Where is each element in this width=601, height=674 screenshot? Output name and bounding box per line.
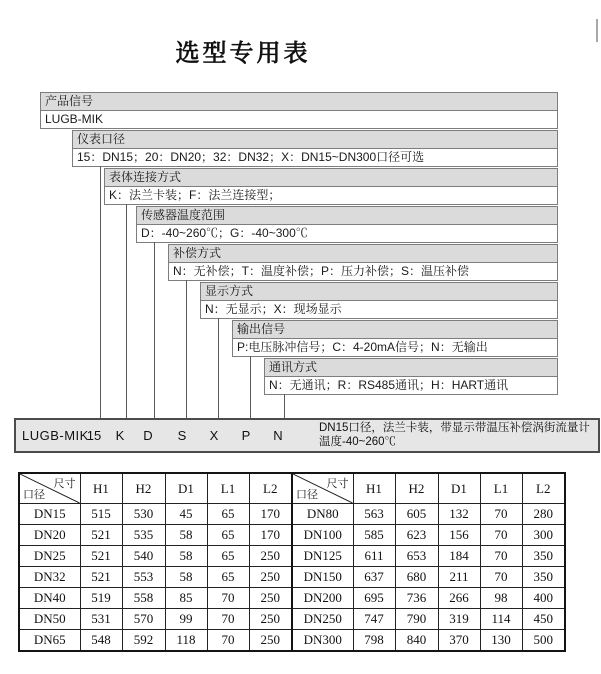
column-header-l2: L2 xyxy=(249,473,292,504)
dimension-value-cell: 58 xyxy=(165,546,207,567)
table-row xyxy=(19,525,565,546)
dimension-value-cell: 605 xyxy=(395,504,438,525)
dimension-value-cell: 250 xyxy=(249,588,292,609)
column-header-h1: H1 xyxy=(80,473,122,504)
dimension-value-cell: 266 xyxy=(438,588,480,609)
table-corner-cell xyxy=(19,473,80,504)
dimension-value-cell: 70 xyxy=(207,588,249,609)
dimension-value-cell: 747 xyxy=(353,609,395,630)
cascade-box-value: K：法兰卡装；F：法兰连接型； xyxy=(109,188,281,202)
cascade-box-value: N：无补偿；T：温度补偿；P：压力补偿；S：温压补偿 xyxy=(173,264,470,278)
corner-label-diameter: 口径 xyxy=(296,489,318,501)
page-edge-mark xyxy=(596,19,598,42)
dimension-value-cell: 250 xyxy=(249,546,292,567)
column-header-h1: H1 xyxy=(353,473,395,504)
connector-line xyxy=(154,242,155,418)
dimension-value-cell: 170 xyxy=(249,525,292,546)
diameter-cell: DN25 xyxy=(19,546,80,567)
dimension-value-cell: 623 xyxy=(395,525,438,546)
diameter-cell: DN50 xyxy=(19,609,80,630)
cascade-box-value: LUGB-MIK xyxy=(45,112,104,126)
dimension-value-cell: 350 xyxy=(522,546,565,567)
description-line-1: DN15口径，法兰卡装，带显示带温压补偿涡街流量计 xyxy=(319,422,590,434)
column-header-h2: H2 xyxy=(395,473,438,504)
corner-label-diameter: 口径 xyxy=(23,489,45,501)
cascade-box-communication-mode xyxy=(264,358,558,395)
table-row xyxy=(19,504,565,525)
diameter-cell: DN125 xyxy=(292,546,353,567)
dimension-value-cell: 840 xyxy=(395,630,438,652)
cascade-box-title: 补偿方式 xyxy=(169,245,557,263)
cascade-box-body-connection xyxy=(104,168,558,205)
cascade-box-sensor-temp-range xyxy=(136,206,558,243)
dimension-value-cell: 118 xyxy=(165,630,207,652)
dimension-value-cell: 250 xyxy=(249,630,292,652)
connector-line xyxy=(100,166,101,418)
diameter-cell: DN32 xyxy=(19,567,80,588)
dimension-value-cell: 530 xyxy=(122,504,165,525)
dimension-value-cell: 521 xyxy=(80,525,122,546)
table-row xyxy=(19,609,565,630)
dimension-value-cell: 450 xyxy=(522,609,565,630)
cascade-box-meter-diameter xyxy=(72,130,558,167)
dimension-value-cell: 99 xyxy=(165,609,207,630)
dimension-value-cell: 790 xyxy=(395,609,438,630)
dimension-value-cell: 70 xyxy=(480,525,522,546)
dimension-value-cell: 130 xyxy=(480,630,522,652)
code-compensation: S xyxy=(177,428,187,443)
connector-line xyxy=(186,280,187,418)
cascade-box-title: 通讯方式 xyxy=(265,359,557,377)
column-header-l1: L1 xyxy=(480,473,522,504)
dimension-value-cell: 58 xyxy=(165,567,207,588)
table-corner-cell xyxy=(292,473,353,504)
dimension-value-cell: 70 xyxy=(480,567,522,588)
dimension-value-cell: 521 xyxy=(80,567,122,588)
dimension-value-cell: 592 xyxy=(122,630,165,652)
cascade-box-title: 产品信号 xyxy=(41,93,557,111)
dimension-value-cell: 250 xyxy=(249,609,292,630)
corner-label-size: 尺寸 xyxy=(53,478,76,490)
column-header-d1: D1 xyxy=(165,473,207,504)
cascade-box-output-signal xyxy=(232,320,558,357)
column-header-l2: L2 xyxy=(522,473,565,504)
dimension-value-cell: 98 xyxy=(480,588,522,609)
dimension-value-cell: 798 xyxy=(353,630,395,652)
dimension-value-cell: 563 xyxy=(353,504,395,525)
cascade-box-value: P:电压脉冲信号；C：4-20mA信号；N：无输出 xyxy=(237,340,488,354)
code-diameter: 15 xyxy=(86,428,102,443)
column-header-d1: D1 xyxy=(438,473,480,504)
code-communication: N xyxy=(273,428,283,443)
dimension-value-cell: 85 xyxy=(165,588,207,609)
dimension-value-cell: 680 xyxy=(395,567,438,588)
diameter-cell: DN100 xyxy=(292,525,353,546)
dimension-value-cell: 637 xyxy=(353,567,395,588)
dimension-value-cell: 548 xyxy=(80,630,122,652)
description-line-2: 温度-40~260℃ xyxy=(319,436,397,448)
dimension-value-cell: 70 xyxy=(207,609,249,630)
dimension-value-cell: 736 xyxy=(395,588,438,609)
diameter-cell: DN40 xyxy=(19,588,80,609)
diameter-cell: DN15 xyxy=(19,504,80,525)
dimension-value-cell: 300 xyxy=(522,525,565,546)
dimension-value-cell: 370 xyxy=(438,630,480,652)
order-code-description xyxy=(319,421,593,449)
dimension-value-cell: 558 xyxy=(122,588,165,609)
dimension-value-cell: 65 xyxy=(207,525,249,546)
dimension-value-cell: 535 xyxy=(122,525,165,546)
dimension-value-cell: 319 xyxy=(438,609,480,630)
dimension-value-cell: 70 xyxy=(207,630,249,652)
dimension-value-cell: 170 xyxy=(249,504,292,525)
dimension-value-cell: 70 xyxy=(480,504,522,525)
dimension-value-cell: 65 xyxy=(207,504,249,525)
dimension-value-cell: 519 xyxy=(80,588,122,609)
dimension-value-cell: 156 xyxy=(438,525,480,546)
diameter-cell: DN80 xyxy=(292,504,353,525)
connector-line xyxy=(250,356,251,418)
dimension-value-cell: 65 xyxy=(207,567,249,588)
cascade-box-title: 显示方式 xyxy=(201,283,557,301)
table-row xyxy=(19,588,565,609)
code-temp-range: D xyxy=(143,428,153,443)
cascade-box-title: 输出信号 xyxy=(233,321,557,339)
cascade-box-value: D：-40~260℃；G：-40~300℃ xyxy=(141,226,308,240)
cascade-box-compensation-mode xyxy=(168,244,558,281)
dimension-value-cell: 400 xyxy=(522,588,565,609)
table-header-row xyxy=(19,473,565,504)
connector-line xyxy=(126,204,127,418)
dimension-value-cell: 611 xyxy=(353,546,395,567)
dimension-value-cell: 521 xyxy=(80,546,122,567)
cascade-box-title: 表体连接方式 xyxy=(105,169,557,187)
dimension-value-cell: 553 xyxy=(122,567,165,588)
column-header-h2: H2 xyxy=(122,473,165,504)
dimension-value-cell: 280 xyxy=(522,504,565,525)
diameter-cell: DN250 xyxy=(292,609,353,630)
dimension-value-cell: 184 xyxy=(438,546,480,567)
cascade-box-display-mode xyxy=(200,282,558,319)
dimension-value-cell: 570 xyxy=(122,609,165,630)
dimension-value-cell: 132 xyxy=(438,504,480,525)
dimension-value-cell: 350 xyxy=(522,567,565,588)
model-code: LUGB-MIK xyxy=(22,428,89,443)
dimension-value-cell: 540 xyxy=(122,546,165,567)
dimension-value-cell: 531 xyxy=(80,609,122,630)
dimension-value-cell: 695 xyxy=(353,588,395,609)
diameter-cell: DN200 xyxy=(292,588,353,609)
cascade-box-title: 仪表口径 xyxy=(73,131,557,149)
diameter-cell: DN300 xyxy=(292,630,353,652)
dimension-value-cell: 515 xyxy=(80,504,122,525)
dimension-value-cell: 58 xyxy=(165,525,207,546)
dimension-value-cell: 70 xyxy=(480,546,522,567)
dimension-value-cell: 653 xyxy=(395,546,438,567)
connector-line xyxy=(284,394,285,418)
connector-line xyxy=(218,318,219,418)
code-display: X xyxy=(209,428,219,443)
corner-label-size: 尺寸 xyxy=(326,478,349,490)
dimension-value-cell: 250 xyxy=(249,567,292,588)
dimension-value-cell: 211 xyxy=(438,567,480,588)
page-title: 选型专用表 xyxy=(175,40,311,67)
code-connection: K xyxy=(115,428,125,443)
dimension-value-cell: 585 xyxy=(353,525,395,546)
table-row xyxy=(19,567,565,588)
diameter-cell: DN65 xyxy=(19,630,80,652)
table-row xyxy=(19,546,565,567)
cascade-box-value: N：无显示；X：现场显示 xyxy=(205,302,342,316)
dimension-table xyxy=(18,472,566,652)
code-output: P xyxy=(241,428,251,443)
diameter-cell: DN20 xyxy=(19,525,80,546)
cascade-box-product-signal xyxy=(40,92,558,129)
diameter-cell: DN150 xyxy=(292,567,353,588)
table-row xyxy=(19,630,565,652)
column-header-l1: L1 xyxy=(207,473,249,504)
cascade-box-value: 15：DN15；20：DN20；32：DN32；X：DN15~DN300口径可选 xyxy=(77,150,425,164)
dimension-value-cell: 45 xyxy=(165,504,207,525)
dimension-value-cell: 114 xyxy=(480,609,522,630)
dimension-value-cell: 65 xyxy=(207,546,249,567)
order-code-row xyxy=(14,418,600,453)
cascade-box-title: 传感器温度范围 xyxy=(137,207,557,225)
dimension-value-cell: 500 xyxy=(522,630,565,652)
cascade-box-value: N：无通讯；R：RS485通讯；H：HART通讯 xyxy=(269,378,509,392)
